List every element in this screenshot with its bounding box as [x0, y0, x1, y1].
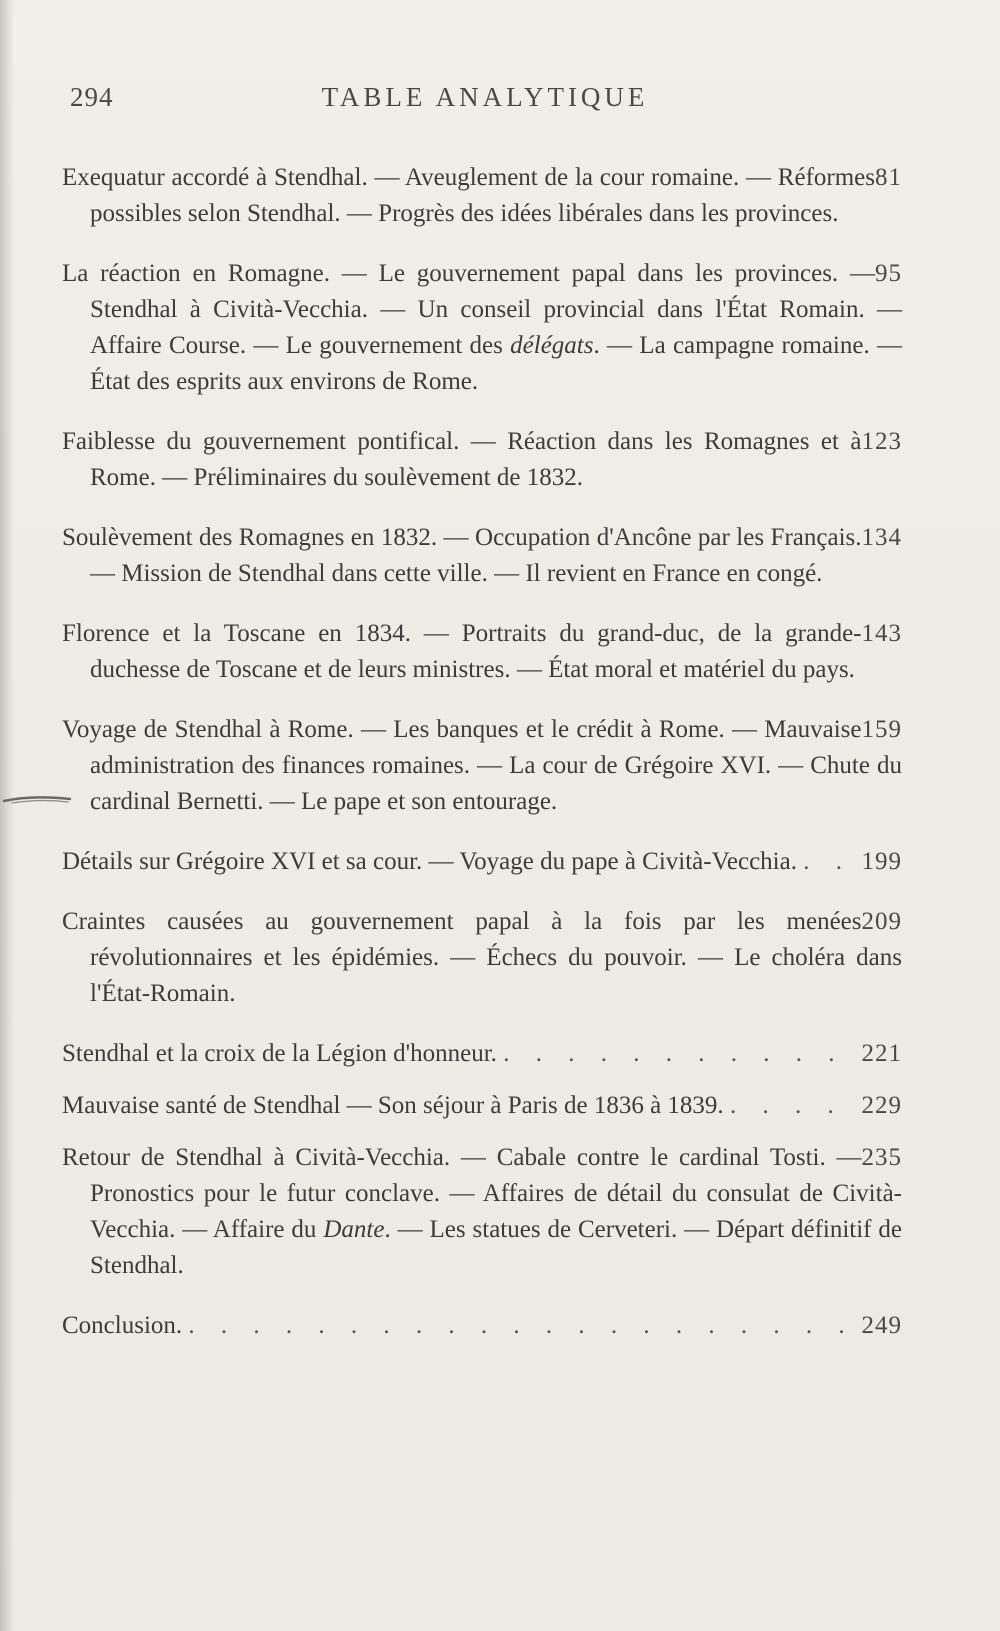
toc-entry-text: Voyage de Stendhal à Rome. — Les banques et le crédit à Rome. — Mauvaise administration des finances romaines. — La cour de Grégoire XVI. — Chute du cardinal Bernetti. — Le pape et son entourage. [62, 716, 902, 815]
running-title: TABLE ANALYTIQUE [321, 82, 649, 112]
toc-entry-page: 95 [875, 260, 902, 287]
toc-entry-page: 235 [861, 1144, 902, 1171]
toc-entry-text: Détails sur Grégoire XVI et sa cour. — Voyage du pape à Cività-Vecchia. [62, 848, 797, 875]
toc-entry-text: Craintes causées au gouvernement papal à la fois par les menées révolutionnaires et les épidémies. — Échecs du pouvoir. — Le choléra dans l'État-Romain. [62, 908, 902, 1007]
toc-entry-page: 221 [861, 1040, 902, 1067]
leader-dots: . . . . . . . . . . . . . . . . . . . . . [188, 1312, 855, 1339]
page-header [70, 82, 900, 122]
toc-entry-page: 134 [861, 524, 902, 551]
toc-entry-text: Stendhal et la croix de la Légion d'honneur. [62, 1040, 497, 1067]
toc-entry [62, 712, 902, 820]
toc-entry-page: 229 [861, 1092, 902, 1119]
toc-entry-page: 249 [861, 1312, 902, 1339]
toc-entry [62, 844, 902, 880]
toc-entry [62, 1036, 902, 1072]
toc-entry-italic: délégats [510, 332, 594, 359]
toc-entry-text: Mauvaise santé de Stendhal — Son séjour à Paris de 1836 à 1839. [62, 1092, 724, 1119]
toc-entry [62, 1308, 902, 1344]
toc-entry-text: Faiblesse du gouvernement pontifical. — Réaction dans les Romagnes et à Rome. — Préliminaires du soulèvement de 1832. [62, 428, 862, 491]
toc-entry [62, 424, 902, 496]
toc-entry-text-cont: . — La campagne romaine. — État des esprits aux environs de Rome. [90, 332, 902, 395]
toc-entry [62, 904, 902, 1012]
toc-entry-italic: Dante [323, 1216, 385, 1243]
toc-entry-page: 209 [861, 908, 902, 935]
toc-entry-page: 143 [861, 620, 902, 647]
toc-entry [62, 616, 902, 688]
toc-entry-text: Florence et la Toscane en 1834. — Portraits du grand-duc, de la grande-duchesse de Toscane et de leurs ministres. — État moral et matériel du pays. [62, 620, 862, 683]
toc-entry-text-cont: . — Les statues de Cerveteri. — Départ définitif de Stendhal. [90, 1216, 903, 1279]
toc-entry [62, 520, 902, 592]
toc-entry-text: Conclusion. [62, 1312, 183, 1339]
toc-entry-page: 159 [861, 716, 902, 743]
page-number: 294 [70, 82, 114, 112]
toc-entry-text: La réaction en Romagne. — Le gouvernement papal dans les provinces. — Stendhal à Cività-Vecchia. — Un conseil provincial dans l'État Romain. — Affaire Course. — Le gouvernement des [62, 260, 902, 359]
toc-entry [62, 256, 902, 400]
toc-entry-text: Exequatur accordé à Stendhal. — Aveuglement de la cour romaine. — Réformes possibles selon Stendhal. — Progrès des idées libérales dans les provinces. [62, 164, 875, 227]
toc-entry-text: Soulèvement des Romagnes en 1832. — Occupation d'Ancône par les Français. — Mission de Stendhal dans cette ville. — Il revient en France en congé. [62, 524, 862, 587]
table-of-contents [62, 160, 902, 1368]
leader-dots: . . [803, 848, 852, 875]
page-edge-shadow [0, 0, 14, 1631]
toc-entry-page: 199 [861, 848, 902, 875]
toc-entry-page: 123 [861, 428, 902, 455]
toc-entry [62, 160, 902, 232]
toc-entry-page: 81 [875, 164, 902, 191]
toc-entry-text: Retour de Stendhal à Cività-Vecchia. — Cabale contre le cardinal Tosti. — Pronostics pour le futur conclave. — Affaires de détail du consulat de Cività-Vecchia. — Affaire du [62, 1144, 902, 1243]
leader-dots: . . . . . . . . . . . [503, 1040, 845, 1067]
toc-entry [62, 1140, 902, 1284]
toc-entry [62, 1088, 902, 1124]
leader-dots: . . . . [729, 1092, 844, 1119]
